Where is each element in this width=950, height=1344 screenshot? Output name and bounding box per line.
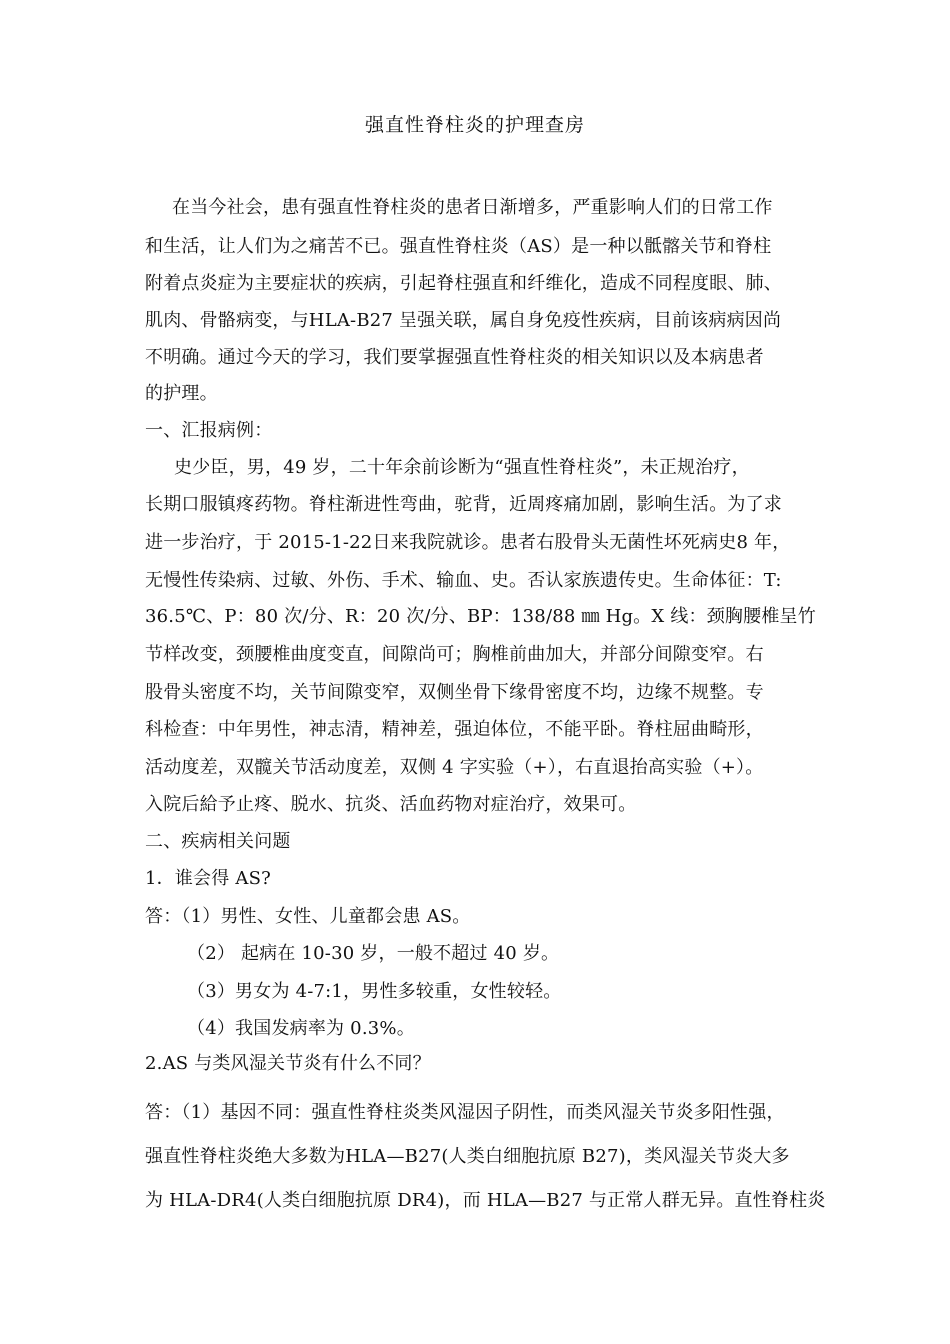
case-line-1: 史少臣，男，49 岁，二十年余前诊断为“强直性脊柱炎”，未正规治疗， — [174, 457, 750, 478]
case-line-4: 无慢性传染病、过敏、外伤、手术、输血、史。否认家族遗传史。生命体征：T: — [145, 570, 782, 591]
section-heading-related-questions: 二、疾病相关问题 — [145, 831, 291, 852]
question-1: 1．谁会得 AS? — [145, 868, 271, 889]
question-2: 2.AS 与类风湿关节炎有什么不同？ — [145, 1053, 431, 1074]
case-line-2: 长期口服镇疼药物。脊柱渐进性弯曲，驼背，近周疼痛加剧，影响生活。为了求 — [145, 494, 782, 515]
question-2-answer-line-1: 答：（1）基因不同：强直性脊柱炎类风湿因子阴性，而类风湿关节炎多阳性强， — [145, 1102, 785, 1123]
intro-line-5: 不明确。通过今天的学习，我们要掌握强直性脊柱炎的相关知识以及本病患者 — [145, 347, 764, 368]
case-line-9: 活动度差，双髋关节活动度差，双侧 4 字实验（+），右直退抬高实验（+）。 — [145, 757, 764, 778]
question-1-answer-1: 答：（1）男性、女性、儿童都会患 AS。 — [145, 906, 471, 927]
case-line-6: 节样改变，颈腰椎曲度变直，间隙尚可；胸椎前曲加大，并部分间隙变窄。右 — [145, 644, 764, 665]
document-title: 强直性脊柱炎的护理查房 — [364, 114, 585, 136]
question-1-answer-2: （2） 起病在 10-30 岁，一般不超过 40 岁。 — [187, 943, 560, 964]
question-1-answer-4: （4）我国发病率为 0.3%。 — [187, 1018, 415, 1039]
question-2-answer-line-3: 为 HLA-DR4(人类白细胞抗原 DR4)，而 HLA—B27 与正常人群无异。直性脊柱炎 — [145, 1190, 826, 1211]
intro-line-3: 附着点炎症为主要症状的疾病，引起脊柱强直和纤维化，造成不同程度眼、肺、 — [145, 273, 782, 294]
case-line-8: 科检查：中年男性，神志清，精神差，强迫体位，不能平卧。脊柱屈曲畸形， — [145, 719, 764, 740]
intro-line-4: 肌肉、骨骼病变，与HLA-B27 呈强关联，属自身免疫性疾病，目前该病病因尚 — [145, 310, 782, 331]
question-1-answer-3: （3）男女为 4-7:1，男性多较重，女性较轻。 — [187, 981, 562, 1002]
case-line-3: 进一步治疗，于 2015-1-22日来我院就诊。患者右股骨头无菌性坏死病史8 年， — [145, 532, 791, 553]
section-heading-case-report: 一、汇报病例： — [145, 420, 273, 441]
intro-line-2: 和生活，让人们为之痛苦不已。强直性脊柱炎（AS）是一种以骶髂关节和脊柱 — [145, 236, 772, 257]
case-line-7: 股骨头密度不均，关节间隙变窄，双侧坐骨下缘骨密度不均，边缘不规整。专 — [145, 682, 764, 703]
case-line-5: 36.5℃、P：80 次/分、R：20 次/分、BP：138/88 ㎜ Hg。X 线：颈胸腰椎呈竹 — [145, 606, 816, 627]
question-2-answer-line-2: 强直性脊柱炎绝大多数为HLA—B27(人类白细胞抗原 B27)，类风湿关节炎大多 — [145, 1146, 790, 1167]
intro-line-6: 的护理。 — [145, 383, 218, 404]
intro-line-1: 在当今社会，患有强直性脊柱炎的患者日渐增多，严重影响人们的日常工作 — [172, 197, 773, 218]
case-line-10: 入院后給予止疼、脱水、抗炎、活血药物对症治疗，效果可。 — [145, 794, 637, 815]
